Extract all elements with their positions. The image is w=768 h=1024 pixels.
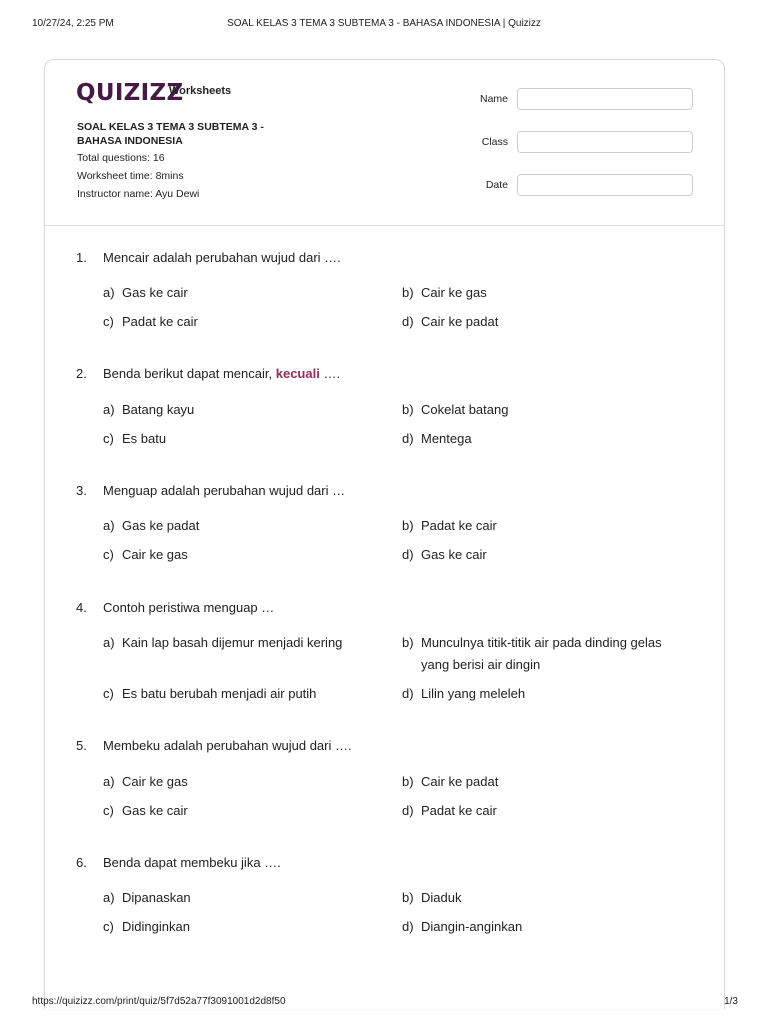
print-page-title: SOAL KELAS 3 TEMA 3 SUBTEMA 3 - BAHASA INDONESIA | Quizizz [227,18,541,29]
question-number: 4. [76,600,87,615]
name-field[interactable] [517,88,693,110]
question-number: 3. [76,483,87,498]
logo-subtitle: Worksheets [169,85,232,97]
logo-wordmark: QUIZIZZ [76,80,184,106]
question-number: 6. [76,855,87,870]
total-questions: Total questions: 16 [77,152,165,164]
print-url: https://quizizz.com/print/quiz/5f7d52a77f3091001d2d8f50 [32,996,286,1007]
date-label: Date [485,179,508,191]
worksheet-header [45,60,724,226]
page-number: 1/3 [724,996,738,1007]
print-footer [0,990,768,1010]
date-field[interactable] [517,174,693,196]
worksheet-title: SOAL KELAS 3 TEMA 3 SUBTEMA 3 - BAHASA INDONESIA [77,121,264,147]
class-field[interactable] [517,131,693,153]
worksheet-card: QUIZIZZ Worksheets SOAL KELAS 3 TEMA 3 SUBTEMA 3 - BAHASA INDONESIA Total questions: 16 Worksheet time: 8mins Instructor name: Ayu Dewi Name Class Date 1. Mencair adalah perubahan wujud dari …. a) Gas ke cair b) Cair ke gas c) Padat ke cair d) Cair ke padat 2. Benda berikut dapat mencair, kecuali …. a) Batang kayu b) Cokelat batang c) Es batu d) Mentega 3. Menguap adalah perubahan wujud dari … a) Gas ke padat b) Padat ke cair c) Cair ke gas d) Gas ke cair 4. Contoh peristiwa menguap … a) Kain lap basah dijemur menjadi kering b) Munculnya titik-titik air pada dinding gelas yang berisi air dingin c) Es batu berubah menjadi air putih d) Lilin yang meleleh 5. Membeku adalah perubahan wujud dari …. a) Cair ke gas b) Cair ke padat c) Gas ke cair d) Padat ke cair 6. Benda dapat membeku jika …. a) Dipanaskan b) Diaduk c) Didinginkan d) Diangin-anginkan [44,59,725,1009]
question-text: Contoh peristiwa menguap … [103,600,275,615]
question-number: 2. [76,366,87,381]
question-text: Menguap adalah perubahan wujud dari … [103,483,346,498]
highlight-word: kecuali [275,366,320,381]
instructor-name: Instructor name: Ayu Dewi [77,188,200,200]
print-datetime: 10/27/24, 2:25 PM [32,18,114,29]
question-text: Benda dapat membeku jika …. [103,855,281,870]
question-number: 5. [76,738,87,753]
name-label: Name [479,93,508,105]
print-header [0,0,768,40]
worksheet-time: Worksheet time: 8mins [77,170,184,182]
question-number: 1. [76,250,87,265]
question-text: Membeku adalah perubahan wujud dari …. [103,738,352,753]
question-text: Mencair adalah perubahan wujud dari …. [103,250,341,265]
class-label: Class [481,136,508,148]
question-text: Benda berikut dapat mencair, kecuali …. [103,366,341,381]
